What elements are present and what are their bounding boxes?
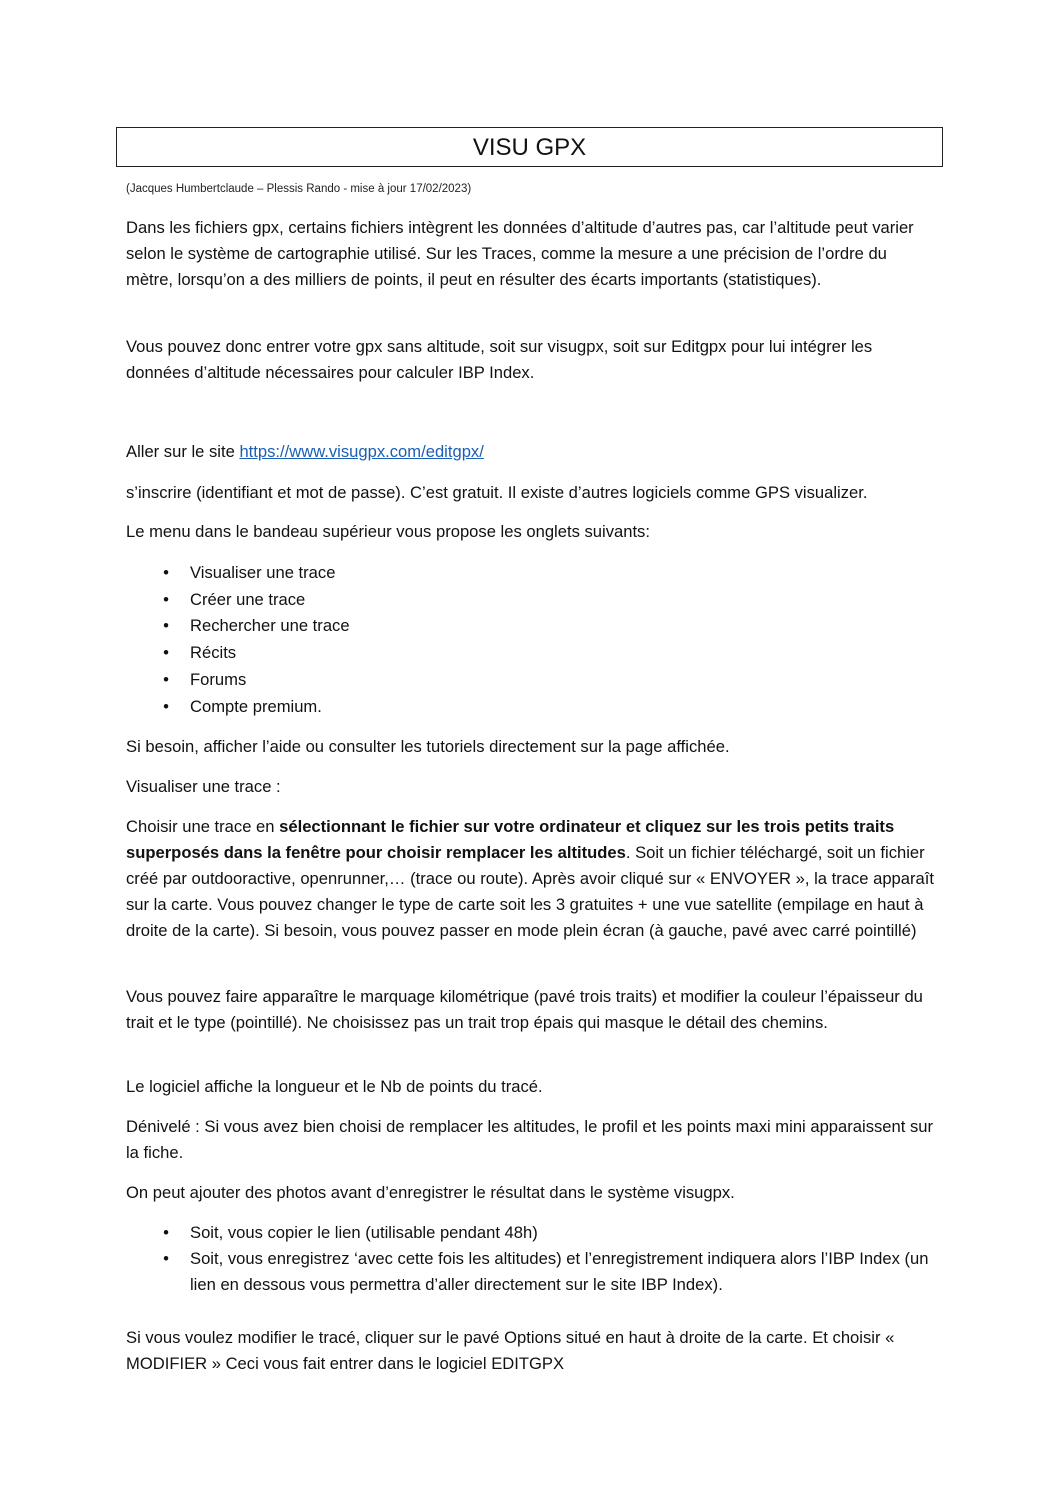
list-item: • Récits: [126, 640, 938, 667]
list-item: • Forums: [126, 667, 938, 694]
visualize-heading: Visualiser une trace :: [126, 777, 281, 796]
list-item: • Créer une trace: [126, 587, 938, 614]
list-item: • Soit, vous copier le lien (utilisable pendant 48h): [126, 1220, 938, 1246]
bullet-icon: •: [163, 616, 169, 636]
choose-paragraph: Choisir une trace en sélectionnant le fichier sur votre ordinateur et cliquez sur les trois petits traits superposés dans la fenêtre pour choisir remplacer les altitudes. Soit un fichier téléchargé, soit un fichier créé par outdooractive, openrunner,… (trace ou route). Après avoir cliqué sur « ENVOYER », la trace apparaît sur la carte. Vous pouvez changer le type de carte soit les 3 gratuites + une vue satellite (empilage en haut à droite de la carte). Si besoin, vous pouvez passer en mode plein écran (à gauche, pavé avec carré pointillé): [126, 817, 934, 940]
list-item: • Soit, vous enregistrez ‘avec cette fois les altitudes) et l’enregistrement indiquera alors l’IBP Index (un lien en dessous vous permettra d’aller directement sur le site IBP Index).: [126, 1246, 938, 1298]
bullet-icon: •: [163, 589, 169, 609]
bullet-icon: •: [163, 1249, 169, 1268]
intro-paragraph-2: Vous pouvez donc entrer votre gpx sans altitude, soit sur visugpx, soit sur Editgpx pour lui intégrer les données d’altitude nécessaires pour calculer IBP Index.: [126, 337, 873, 382]
bullet-icon: •: [163, 643, 169, 663]
bullet-icon: •: [163, 669, 169, 689]
list-item: • Visualiser une trace: [126, 560, 938, 587]
bullet-icon: •: [163, 696, 169, 716]
choose-bold: sélectionnant le fichier sur votre ordinateur et cliquez sur les trois petits traits superposés dans la fenêtre pour choisir remplacer les altitudes: [126, 817, 895, 862]
list-item: • Rechercher une trace: [126, 613, 938, 640]
menu-list: [126, 560, 938, 720]
marking-paragraph: Vous pouvez faire apparaître le marquage kilométrique (pavé trois traits) et modifier la couleur l’épaisseur du trait et le type (pointillé). Ne choisissez pas un trait trop épais qui masque le détail des chemins.: [126, 987, 923, 1032]
site-link[interactable]: https://www.visugpx.com/editgpx/: [239, 442, 484, 461]
denivele-paragraph: Dénivelé : Si vous avez bien choisi de remplacer les altitudes, le profil et les points maxi mini apparaissent sur la fiche.: [126, 1117, 934, 1162]
save-list: [126, 1220, 938, 1298]
site-paragraph: [126, 439, 938, 465]
length-paragraph: Le logiciel affiche la longueur et le Nb de points du tracé.: [126, 1077, 543, 1096]
photos-paragraph: On peut ajouter des photos avant d’enregistrer le résultat dans le système visugpx.: [126, 1183, 735, 1202]
bullet-icon: •: [163, 563, 169, 582]
byline: (Jacques Humbertclaude – Plessis Rando - mise à jour 17/02/2023): [126, 183, 472, 195]
menu-intro: Le menu dans le bandeau supérieur vous propose les onglets suivants:: [126, 522, 650, 541]
list-item: • Compte premium.: [126, 694, 938, 721]
help-paragraph: Si besoin, afficher l’aide ou consulter les tutoriels directement sur la page affichée.: [126, 737, 730, 756]
bullet-icon: •: [163, 1223, 169, 1242]
site-prefix: Aller sur le site: [126, 442, 240, 461]
signup-paragraph: s’inscrire (identifiant et mot de passe). C’est gratuit. Il existe d’autres logiciels comme GPS visualizer.: [126, 483, 868, 502]
page-title: VISU GPX: [116, 127, 943, 167]
modify-paragraph: Si vous voulez modifier le tracé, cliquer sur le pavé Options situé en haut à droite de la carte. Et choisir « MODIFIER » Ceci vous fait entrer dans le logiciel EDITGPX: [126, 1328, 895, 1373]
intro-paragraph-1: Dans les fichiers gpx, certains fichiers intègrent les données d’altitude d’autres pas, car l’altitude peut varier selon le système de cartographie utilisé. Sur les Traces, comme la mesure a une précision de l’ordre du mètre, lorsqu’on a des milliers de points, il peut en résulter des écarts importants (statistiques).: [126, 218, 914, 289]
